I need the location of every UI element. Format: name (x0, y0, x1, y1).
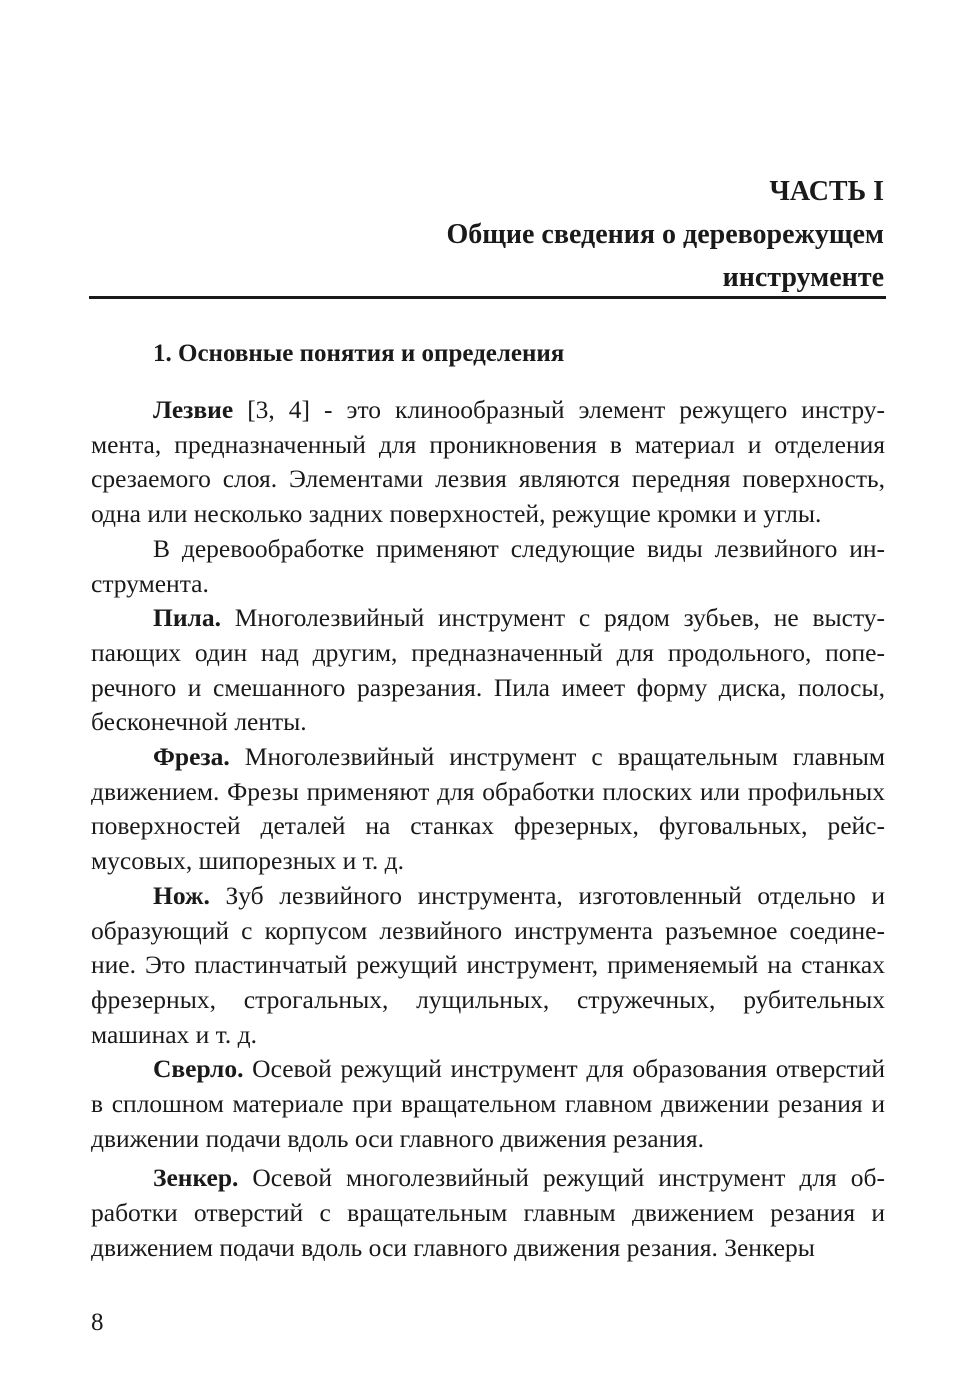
paragraph-countersink (91, 1161, 885, 1265)
paragraph-mill (91, 740, 885, 879)
term-blade: Лезвие (153, 395, 234, 424)
paragraph-saw (91, 601, 885, 740)
paragraph-text: Многолезвийный инструмент с рядом зубьев, не выступающих один над другим, предназначенный для продольного, поперечного и смешанного разрезания. Пила имеет форму диска, полосы, бесконечной ленты. (91, 603, 885, 737)
part-title-line-1: Общие сведения о дереворежущем (446, 219, 884, 250)
page-number: 8 (91, 1309, 104, 1336)
term-drill: Сверло. (153, 1054, 244, 1084)
part-title-line-2: инструменте (722, 262, 884, 293)
paragraph-text: Осевой многолезвийный режущий инструмент для обработки отверстий с вращательным главным движением резания и движением подачи вдоль оси главного движения резания. Зенкеры (91, 1163, 885, 1262)
term-mill: Фреза. (153, 742, 230, 772)
paragraph-blade (91, 393, 885, 532)
paragraph-intro (91, 532, 885, 601)
part-label: ЧАСТЬ I (769, 176, 884, 207)
paragraph-text: Многолезвийный инструмент с вращательным главным движением. Фрезы применяют для обработки плоских или профильных поверхностей деталей на станках фрезерных, фуговальных, рейсмусовых, шипорезных и т. д. (91, 742, 885, 876)
header-divider (89, 296, 886, 299)
paragraph-text: Осевой режущий инструмент для образования отверстий в сплошном материале при вращательном главном движении резания и движении подачи вдоль оси главного движения резания. (91, 1054, 885, 1153)
paragraph-drill (91, 1052, 885, 1156)
term-knife: Нож. (153, 880, 210, 910)
body-text (91, 393, 885, 1266)
paragraph-text: [3, 4] - это клинообразный элемент режущего инструмента, предназначенный для проникновения в материал и отделения срезаемого слоя. Элементами лезвия являются передняя поверхность, одна или несколько задних поверхностей, режущие кромки и углы. (91, 395, 885, 529)
part-header (90, 170, 884, 299)
paragraph-knife (91, 879, 885, 1053)
paragraph-text: Зуб лезвийного инструмента, изготовленный отдельно и образующий с корпусом лезвийного инструмента разъемное соединение. Это пластинчатый режущий инструмент, применяемый на станках фрезерных, строгальных, лущильных, стружечных, рубительных машинах и т. д. (91, 880, 885, 1049)
paragraph-text: В деревообработке применяют следующие виды лезвийного инструмента. (91, 533, 885, 598)
term-countersink: Зенкер. (153, 1163, 239, 1193)
term-saw: Пила. (153, 603, 221, 633)
section-title: 1. Основные понятия и определения (153, 340, 565, 367)
